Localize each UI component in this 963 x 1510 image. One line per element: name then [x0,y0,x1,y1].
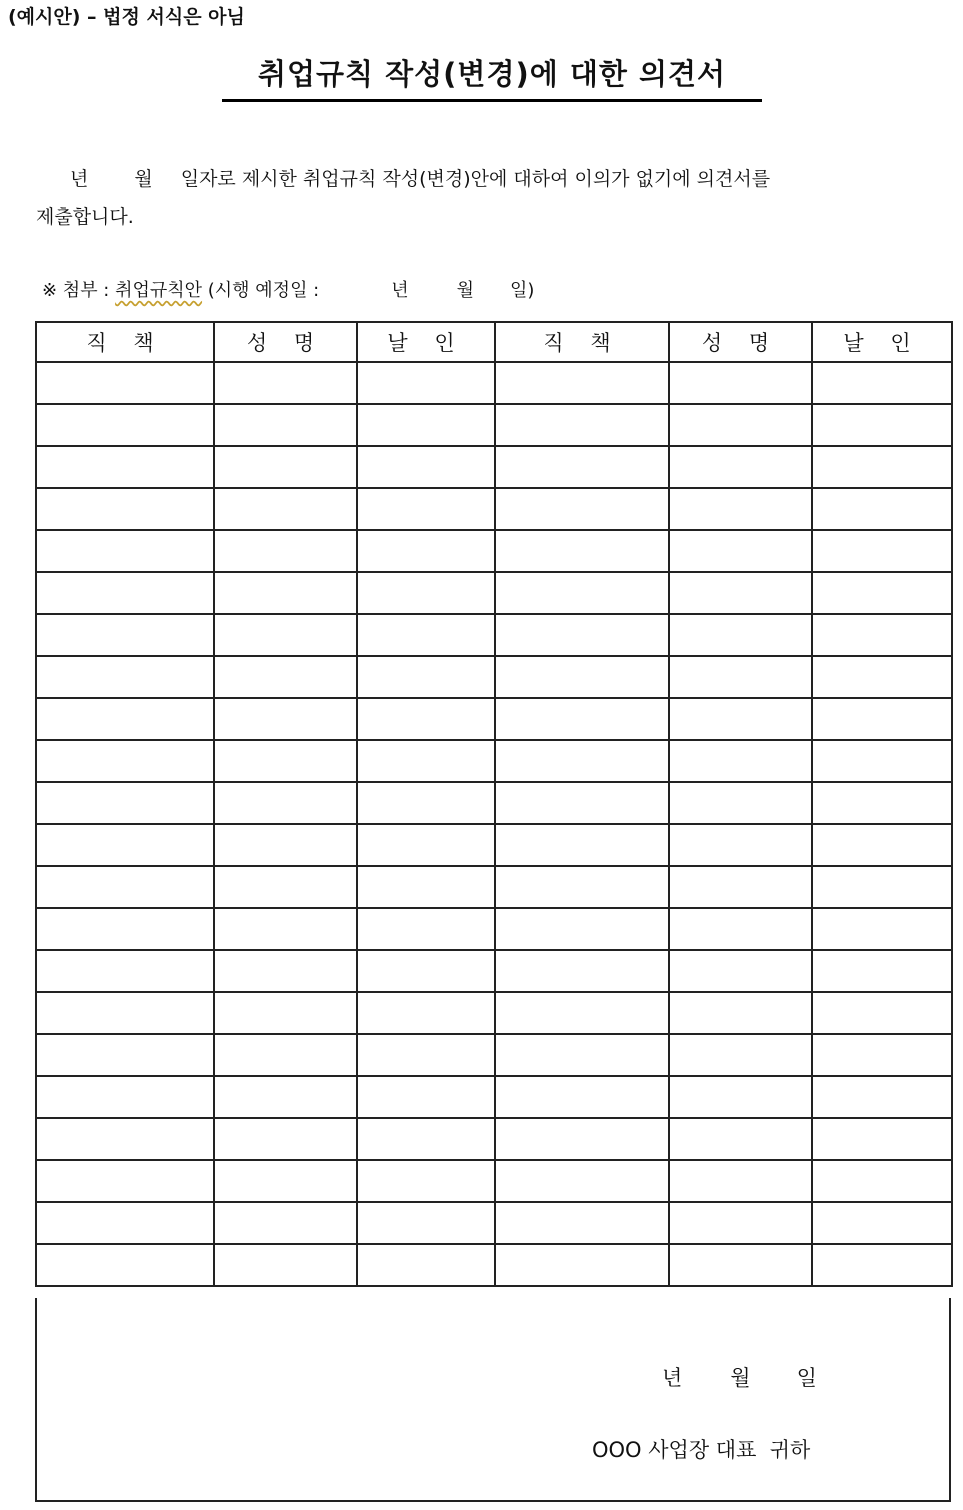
cell-seal-2[interactable] [812,488,952,530]
cell-position-2[interactable] [495,782,669,824]
cell-position-1[interactable] [36,824,214,866]
cell-seal-1[interactable] [357,404,495,446]
cell-name-2[interactable] [669,740,812,782]
cell-seal-1[interactable] [357,950,495,992]
cell-name-1[interactable] [214,1160,357,1202]
cell-position-1[interactable] [36,362,214,404]
cell-position-2[interactable] [495,950,669,992]
table-row [36,362,952,404]
cell-seal-2[interactable] [812,1202,952,1244]
attachment-line [42,276,534,302]
cell-position-1[interactable] [36,908,214,950]
table-row [36,992,952,1034]
cell-seal-2[interactable] [812,740,952,782]
header-position-2: 직 책 [495,322,669,362]
cell-name-1[interactable] [214,908,357,950]
cell-seal-2[interactable] [812,446,952,488]
cell-name-2[interactable] [669,1076,812,1118]
table-row [36,824,952,866]
cell-name-1[interactable] [214,824,357,866]
cell-position-1[interactable] [36,698,214,740]
cell-position-2[interactable] [495,1202,669,1244]
cell-position-2[interactable] [495,362,669,404]
cell-seal-1[interactable] [357,824,495,866]
cell-seal-2[interactable] [812,698,952,740]
cell-position-2[interactable] [495,530,669,572]
table-row [36,1076,952,1118]
cell-name-2[interactable] [669,446,812,488]
statement-paragraph [36,160,963,236]
cell-seal-1[interactable] [357,530,495,572]
cell-seal-1[interactable] [357,488,495,530]
cell-name-1[interactable] [214,1034,357,1076]
cell-position-1[interactable] [36,614,214,656]
cell-seal-2[interactable] [812,1160,952,1202]
cell-name-2[interactable] [669,656,812,698]
cell-seal-1[interactable] [357,740,495,782]
cell-seal-1[interactable] [357,614,495,656]
cell-position-1[interactable] [36,1160,214,1202]
cell-position-2[interactable] [495,866,669,908]
cell-name-2[interactable] [669,824,812,866]
cell-position-2[interactable] [495,1244,669,1286]
cell-name-1[interactable] [214,1202,357,1244]
cell-seal-1[interactable] [357,446,495,488]
cell-position-2[interactable] [495,824,669,866]
cell-position-2[interactable] [495,1034,669,1076]
cell-name-1[interactable] [214,740,357,782]
cell-name-2[interactable] [669,488,812,530]
cell-seal-2[interactable] [812,1244,952,1286]
cell-seal-2[interactable] [812,782,952,824]
header-name-2: 성 명 [669,322,812,362]
cell-seal-1[interactable] [357,908,495,950]
header-seal-1: 날 인 [357,322,495,362]
cell-name-2[interactable] [669,992,812,1034]
cell-name-2[interactable] [669,1118,812,1160]
cell-seal-1[interactable] [357,1244,495,1286]
cell-position-1[interactable] [36,1118,214,1160]
cell-seal-2[interactable] [812,992,952,1034]
attachment-day: 일) [510,280,535,301]
cell-seal-1[interactable] [357,992,495,1034]
cell-position-1[interactable] [36,950,214,992]
cell-position-1[interactable] [36,740,214,782]
footer-date [662,1362,817,1392]
cell-position-1[interactable] [36,782,214,824]
cell-name-2[interactable] [669,1160,812,1202]
cell-position-2[interactable] [495,572,669,614]
cell-position-2[interactable] [495,446,669,488]
attachment-month: 월 [456,280,475,301]
cell-seal-2[interactable] [812,404,952,446]
attachment-effective: (시행 예정일 : [202,280,320,301]
cell-name-1[interactable] [214,362,357,404]
footer-day: 일 [796,1366,817,1390]
cell-name-2[interactable] [669,614,812,656]
cell-seal-1[interactable] [357,866,495,908]
cell-seal-2[interactable] [812,950,952,992]
cell-seal-1[interactable] [357,1202,495,1244]
statement-line-2: 제출합니다. [36,206,134,228]
cell-seal-2[interactable] [812,1034,952,1076]
cell-name-2[interactable] [669,404,812,446]
cell-name-1[interactable] [214,866,357,908]
table-header-row [36,322,952,362]
cell-seal-2[interactable] [812,362,952,404]
cell-name-2[interactable] [669,698,812,740]
cell-position-1[interactable] [36,488,214,530]
footer-addressee: OOO 사업장 대표 귀하 [592,1438,811,1462]
table-row [36,1160,952,1202]
table-row [36,1244,952,1286]
cell-name-1[interactable] [214,782,357,824]
table-row [36,782,952,824]
table-row [36,740,952,782]
attachment-prefix: ※ 첨부 : [42,280,116,301]
document-title: 취업규칙 작성(변경)에 대한 의견서 [222,52,762,102]
cell-position-1[interactable] [36,530,214,572]
cell-position-1[interactable] [36,446,214,488]
cell-seal-1[interactable] [357,656,495,698]
cell-name-2[interactable] [669,908,812,950]
cell-name-1[interactable] [214,1244,357,1286]
table-row [36,656,952,698]
cell-name-2[interactable] [669,1244,812,1286]
cell-seal-2[interactable] [812,866,952,908]
statement-text: 일자로 제시한 취업규칙 작성(변경)안에 대하여 이의가 없기에 의견서를 [180,168,771,190]
cell-name-1[interactable] [214,1118,357,1160]
statement-month: 월 [134,168,153,190]
footer-box [35,1298,951,1502]
cell-position-2[interactable] [495,1160,669,1202]
cell-name-2[interactable] [669,572,812,614]
cell-name-2[interactable] [669,1034,812,1076]
table-row [36,950,952,992]
cell-name-2[interactable] [669,1202,812,1244]
cell-position-2[interactable] [495,992,669,1034]
cell-position-2[interactable] [495,698,669,740]
cell-seal-2[interactable] [812,614,952,656]
cell-name-1[interactable] [214,614,357,656]
table-row [36,572,952,614]
cell-name-1[interactable] [214,488,357,530]
cell-seal-2[interactable] [812,656,952,698]
cell-seal-1[interactable] [357,1034,495,1076]
table-row [36,866,952,908]
cell-seal-1[interactable] [357,698,495,740]
cell-seal-2[interactable] [812,824,952,866]
cell-position-1[interactable] [36,404,214,446]
signature-table [35,321,953,1287]
header-position-1: 직 책 [36,322,214,362]
cell-position-1[interactable] [36,866,214,908]
signature-table-body [36,362,952,1286]
header-seal-2: 날 인 [812,322,952,362]
statement-line-1 [36,160,963,198]
draft-notice: (예시안) – 법정 서식은 아님 [8,6,245,28]
cell-position-1[interactable] [36,1202,214,1244]
table-row [36,530,952,572]
title-wrapper [222,52,762,102]
cell-name-1[interactable] [214,446,357,488]
table-row [36,698,952,740]
cell-seal-2[interactable] [812,1118,952,1160]
cell-seal-1[interactable] [357,1118,495,1160]
cell-position-1[interactable] [36,1076,214,1118]
cell-position-2[interactable] [495,1076,669,1118]
cell-seal-1[interactable] [357,782,495,824]
cell-seal-2[interactable] [812,1076,952,1118]
cell-position-1[interactable] [36,656,214,698]
cell-position-2[interactable] [495,404,669,446]
table-row [36,1034,952,1076]
cell-position-2[interactable] [495,740,669,782]
footer-month: 월 [730,1366,751,1390]
cell-seal-1[interactable] [357,572,495,614]
table-row [36,404,952,446]
cell-seal-1[interactable] [357,362,495,404]
cell-name-1[interactable] [214,698,357,740]
table-row [36,908,952,950]
cell-seal-2[interactable] [812,572,952,614]
attachment-doc: 취업규칙안 [115,280,203,301]
cell-position-2[interactable] [495,1118,669,1160]
table-row [36,446,952,488]
cell-position-1[interactable] [36,1244,214,1286]
cell-position-1[interactable] [36,992,214,1034]
header-name-1: 성 명 [214,322,357,362]
cell-name-2[interactable] [669,362,812,404]
table-row [36,488,952,530]
cell-position-1[interactable] [36,1034,214,1076]
statement-year: 년 [70,168,89,190]
cell-seal-1[interactable] [357,1076,495,1118]
table-row [36,1118,952,1160]
cell-name-1[interactable] [214,950,357,992]
cell-seal-2[interactable] [812,530,952,572]
cell-name-1[interactable] [214,656,357,698]
cell-seal-1[interactable] [357,1160,495,1202]
cell-position-2[interactable] [495,656,669,698]
cell-seal-2[interactable] [812,908,952,950]
cell-name-2[interactable] [669,782,812,824]
cell-name-1[interactable] [214,572,357,614]
cell-name-2[interactable] [669,530,812,572]
cell-name-2[interactable] [669,950,812,992]
cell-position-2[interactable] [495,908,669,950]
cell-name-1[interactable] [214,1076,357,1118]
attachment-year: 년 [391,280,409,301]
cell-position-2[interactable] [495,488,669,530]
cell-name-2[interactable] [669,866,812,908]
cell-position-2[interactable] [495,614,669,656]
footer-year: 년 [662,1366,683,1390]
table-row [36,614,952,656]
cell-name-1[interactable] [214,404,357,446]
cell-name-1[interactable] [214,992,357,1034]
cell-position-1[interactable] [36,572,214,614]
cell-name-1[interactable] [214,530,357,572]
table-row [36,1202,952,1244]
